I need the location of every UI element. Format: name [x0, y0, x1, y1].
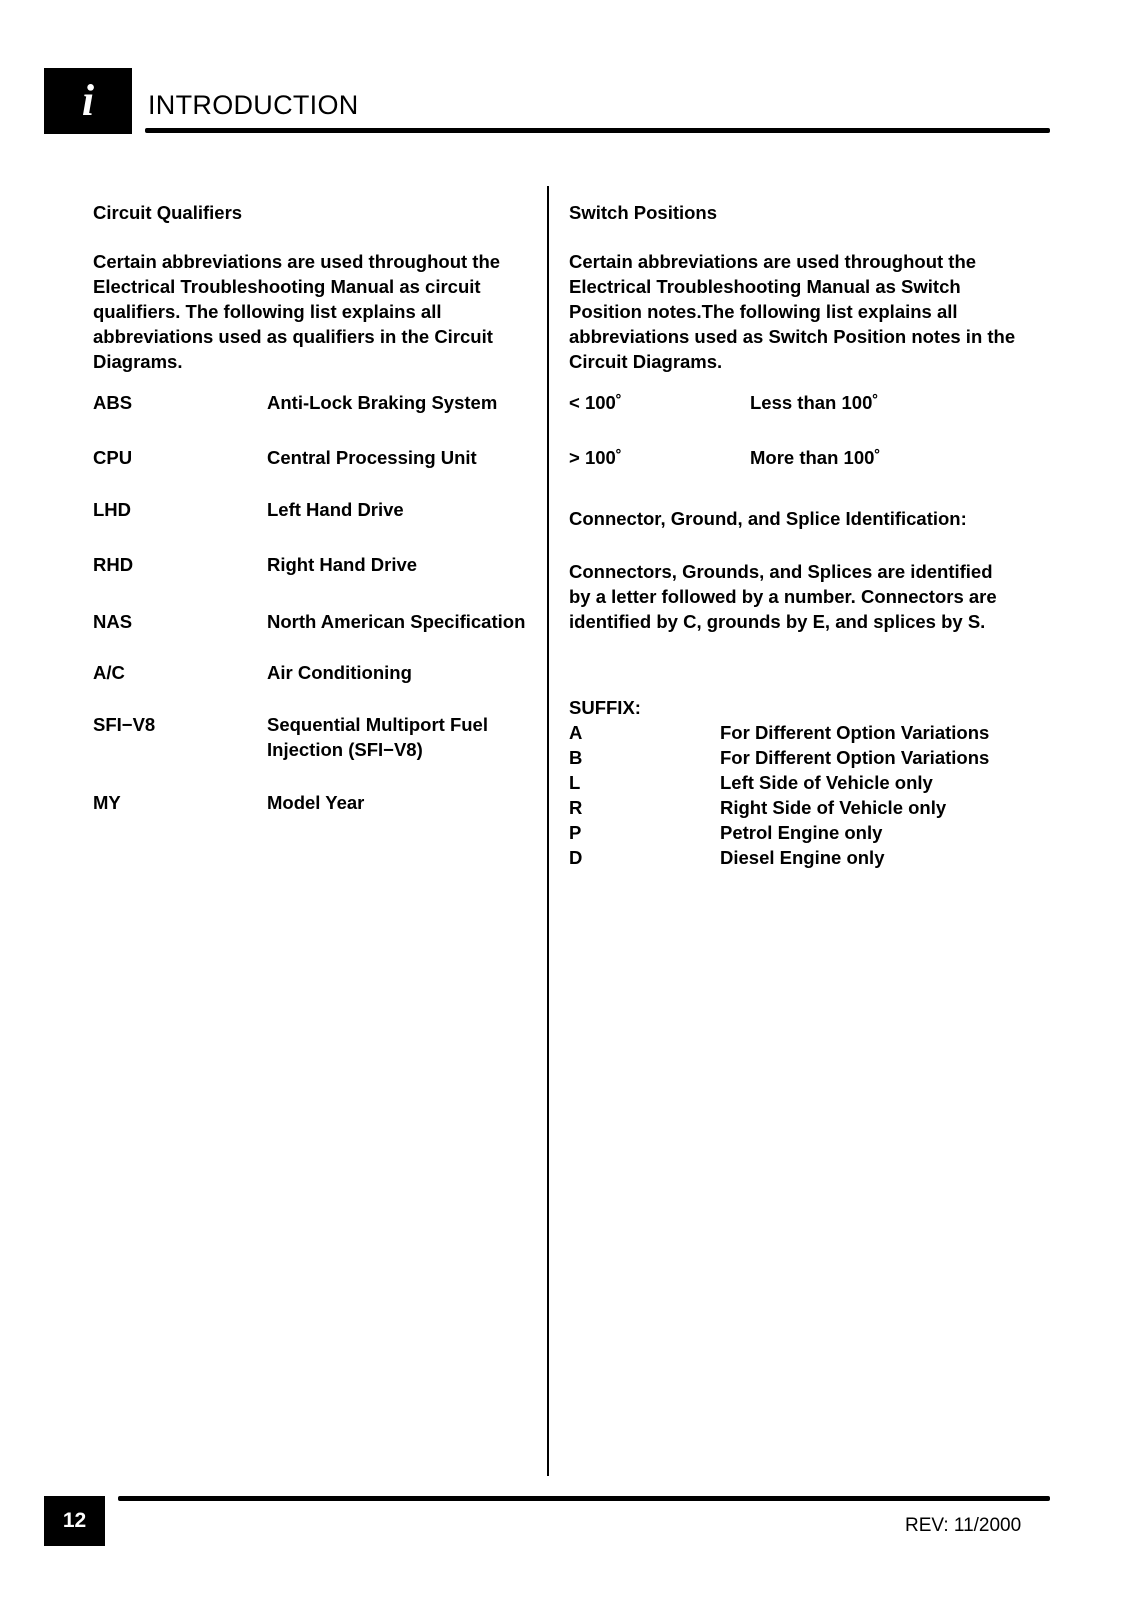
page-title: INTRODUCTION — [148, 90, 359, 120]
circuit-qualifiers-heading: Circuit Qualifiers — [93, 202, 243, 223]
qualifier-abbr: RHD — [93, 554, 134, 575]
qualifier-desc: North American Specification — [267, 611, 526, 632]
suffix-desc: Diesel Engine only — [720, 847, 885, 868]
qualifier-abbr: CPU — [93, 447, 133, 468]
suffix-code: D — [569, 847, 583, 868]
page-number-box — [44, 1496, 105, 1546]
circuit-qualifiers-paragraph: Certain abbreviations are used throughout the Electrical Troubleshooting Manual as circuit qualifiers. The following list explains all abbreviations used as qualifiers in the Circuit Diagrams. — [93, 251, 501, 372]
switch-symbol: > 100˚ — [569, 447, 622, 468]
qualifier-desc: Central Processing Unit — [267, 447, 477, 468]
connector-identification-heading: Connector, Ground, and Splice Identification: — [569, 508, 967, 529]
qualifier-abbr: SFI−V8 — [93, 714, 156, 735]
qualifier-desc: Left Hand Drive — [267, 499, 404, 520]
footer-rule — [118, 1496, 1050, 1501]
suffix-desc: For Different Option Variations — [720, 747, 990, 768]
section-icon-box — [44, 68, 132, 134]
suffix-code: A — [569, 722, 583, 743]
suffix-heading: SUFFIX: — [569, 697, 641, 718]
suffix-code: L — [569, 772, 581, 793]
suffix-code: P — [569, 822, 582, 843]
switch-symbol: < 100˚ — [569, 392, 622, 413]
suffix-code: R — [569, 797, 583, 818]
qualifier-abbr: MY — [93, 792, 121, 813]
header-rule — [145, 128, 1050, 133]
column-divider — [547, 186, 549, 1476]
switch-desc: Less than 100˚ — [750, 392, 879, 413]
switch-desc: More than 100˚ — [750, 447, 881, 468]
qualifier-desc: Anti-Lock Braking System — [267, 392, 498, 413]
suffix-desc: Petrol Engine only — [720, 822, 883, 843]
info-icon: i — [81, 76, 95, 125]
revision-label: REV: 11/2000 — [905, 1515, 1022, 1536]
qualifier-abbr: LHD — [93, 499, 132, 520]
qualifier-abbr: A/C — [93, 662, 125, 683]
qualifier-desc-continued: Injection (SFI−V8) — [267, 739, 423, 760]
suffix-code: B — [569, 747, 583, 768]
switch-positions-heading: Switch Positions — [569, 202, 718, 223]
qualifier-desc: Air Conditioning — [267, 662, 412, 683]
qualifier-abbr: NAS — [93, 611, 133, 632]
qualifier-desc: Sequential Multiport Fuel — [267, 714, 488, 735]
qualifier-desc: Model Year — [267, 792, 365, 813]
suffix-desc: Left Side of Vehicle only — [720, 772, 933, 793]
connector-identification-paragraph: Connectors, Grounds, and Splices are identified by a letter followed by a number. Connectors are identified by C, grounds by E, and splices by S. — [569, 561, 997, 632]
switch-positions-paragraph: Certain abbreviations are used throughout the Electrical Troubleshooting Manual as Switch Position notes.The following list explains all abbreviations used as Switch Position notes in the Circuit Diagrams. — [569, 251, 1016, 372]
suffix-desc: Right Side of Vehicle only — [720, 797, 947, 818]
suffix-desc: For Different Option Variations — [720, 722, 990, 743]
page-number: 12 — [62, 1509, 87, 1532]
qualifier-desc: Right Hand Drive — [267, 554, 418, 575]
qualifier-abbr: ABS — [93, 392, 133, 413]
